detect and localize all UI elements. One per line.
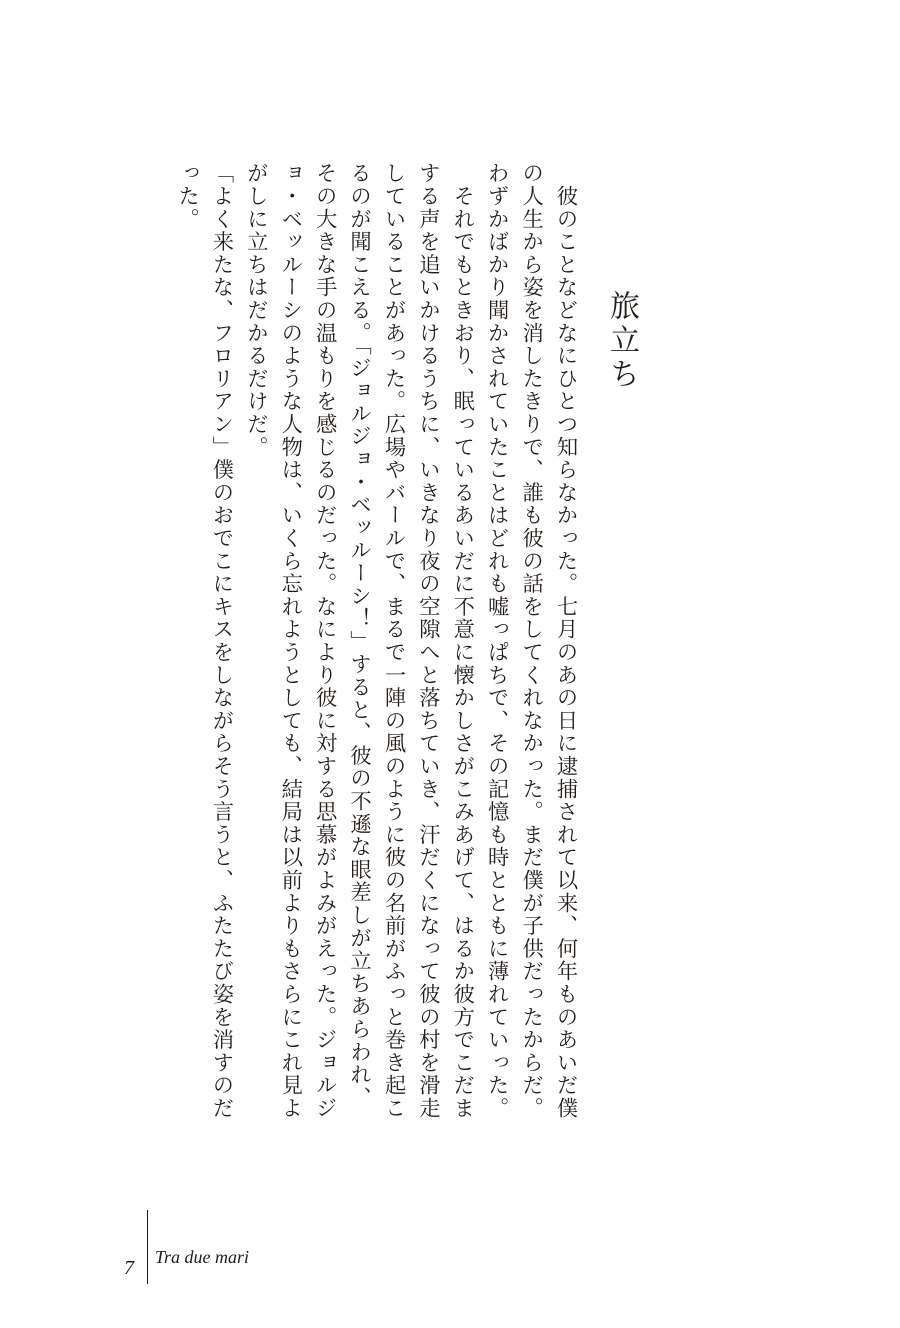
body-text: [169, 162, 582, 1122]
chapter-title: 旅立ち: [604, 290, 639, 392]
page-number: 7: [124, 1257, 134, 1279]
footer-divider: [147, 1210, 148, 1284]
paragraph: 「よく来たな、フロリアン」僕のおでこにキスをしながらそう言うと、ふたたび姿を消すのだった。: [174, 162, 234, 1120]
paragraph: 彼のことなどなにひとつ知らなかった。七月のあの日に逮捕されて以来、何年ものあいだ僕の人生から姿を消したきりで、誰も彼の話をしてくれなかった。まだ僕が子供だったからだ。わずかばかり聞かされていたことはどれも嘘っぱちで、その記憶も時とともに薄れていった。: [484, 162, 578, 1120]
paragraph: それでもときおり、眠っているあいだに不意に懐かしさがこみあげて、はるか彼方でこだまする声を追いかけるうちに、いきなり夜の空隙へと落ちていき、汗だくになって彼の村を滑走していることがあった。広場やバールで、まるで一陣の風のように彼の名前がふっと巻き起こるのが聞こえる。「ジョルジョ・ベッルーシ！」すると、彼の不遜な眼差しが立ちあらわれ、その大きな手の温もりを感じるのだった。なにより彼に対する思慕がよみがえった。ジョルジョ・ベッルーシのような人物は、いくら忘れようとしても、結局は以前よりもさらにこれ見よがしに立ちはだかるだけだ。: [243, 162, 475, 1120]
running-title: Tra due mari: [155, 1247, 250, 1267]
